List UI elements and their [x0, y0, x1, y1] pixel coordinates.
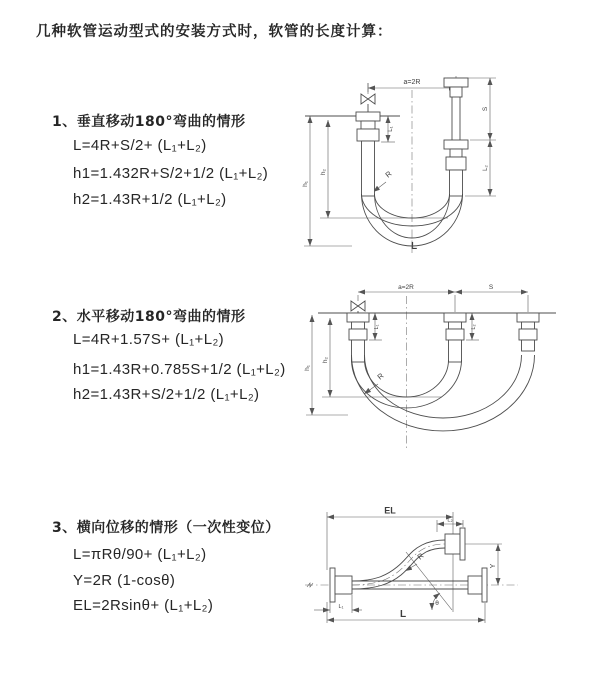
d1-right-braid [450, 170, 463, 196]
d2-dim-label-a2r: a=2R [398, 284, 414, 291]
d1-dim-label-l2: L₂ [483, 165, 489, 171]
d2-dim-label-h2: h₂ [322, 356, 329, 364]
section1-formula-L: L=4R+S/2+ (L₁+L₂) [73, 137, 207, 154]
d1-valve-icon [361, 83, 375, 112]
d1-dim-label-h1: h₁ [302, 181, 309, 187]
d3-displaced-hose [352, 528, 465, 589]
d2-left-braid [352, 340, 365, 362]
d2-right-braid [522, 340, 535, 351]
d2-valve-icon [351, 301, 365, 313]
d2-dim-label-l2: L₂ [471, 324, 477, 330]
d2-dimension-lines [304, 284, 528, 448]
d1-radius-label: R [383, 169, 394, 180]
d1-length-label: L [410, 241, 418, 252]
d3-dim-label-l1: L₁ [338, 604, 344, 610]
d2-middle-braid [449, 340, 462, 362]
d1-dim-label-h2: h₂ [320, 168, 327, 176]
section3-formula-L: L=πRθ/90+ (L₁+L₂) [73, 546, 207, 563]
section3-heading: 3、横向位移的情形（一次性变位） [52, 520, 280, 536]
d1-left-braid [362, 141, 375, 196]
section3-formula-EL: EL=2Rsinθ+ (L₁+L₂) [73, 597, 214, 614]
d3-upper-nut [445, 534, 460, 554]
page-title: 几种软管运动型式的安装方式时，软管的长度计算： [36, 24, 393, 40]
diagram-horizontal-180-bend [300, 280, 600, 465]
d2-dim-label-h1: h₁ [304, 365, 311, 371]
diagram-vertical-180-bend [300, 68, 600, 268]
section2-formula-h2: h2=1.43R+S/2+1/2 (L₁+L₂) [73, 386, 260, 403]
d1-right-fitting [444, 78, 468, 196]
d3-dim-label-y: Y [490, 563, 497, 569]
d1-dim-label-s: S [482, 106, 489, 112]
d3-dim-label-el: EL [384, 505, 396, 516]
d2-dim-label-s: S [488, 284, 494, 291]
d2-dim-label-l1: L₁ [374, 324, 380, 330]
d2-radius-label: R [375, 371, 386, 382]
d3-theta-label: θ [435, 600, 439, 607]
d3-upper-flange [460, 528, 465, 560]
section2-formula-h1: h1=1.43R+0.785S+1/2 (L₁+L₂) [73, 361, 286, 378]
section1-formula-h2: h2=1.43R+1/2 (L₁+L₂) [73, 191, 227, 208]
d2-hose-bends [352, 355, 535, 431]
d3-left-flange [330, 568, 352, 602]
d2-fittings [318, 313, 556, 362]
d1-left-fitting [305, 112, 400, 196]
section1-heading: 1、垂直移动180°弯曲的情形 [52, 114, 246, 130]
section2-heading: 2、水平移动180°弯曲的情形 [52, 309, 246, 325]
d3-dim-label-l2: L₂ [447, 517, 453, 524]
section1-formula-h1: h1=1.432R+S/2+1/2 (L₁+L₂) [73, 165, 269, 182]
diagram-lateral-displacement [300, 500, 600, 645]
d1-dim-label-l1: L₁ [388, 126, 394, 132]
d1-dimension-lines [302, 76, 496, 254]
section2-formula-L: L=4R+1.57S+ (L₁+L₂) [73, 331, 225, 348]
d1-dim-label-a2r: a=2R [403, 79, 421, 86]
d3-dimension-lines [314, 506, 502, 624]
section3-formula-Y: Y=2R (1-cosθ) [73, 572, 176, 589]
d3-radius-label: R [415, 551, 426, 562]
d3-length-label: L [399, 609, 407, 620]
